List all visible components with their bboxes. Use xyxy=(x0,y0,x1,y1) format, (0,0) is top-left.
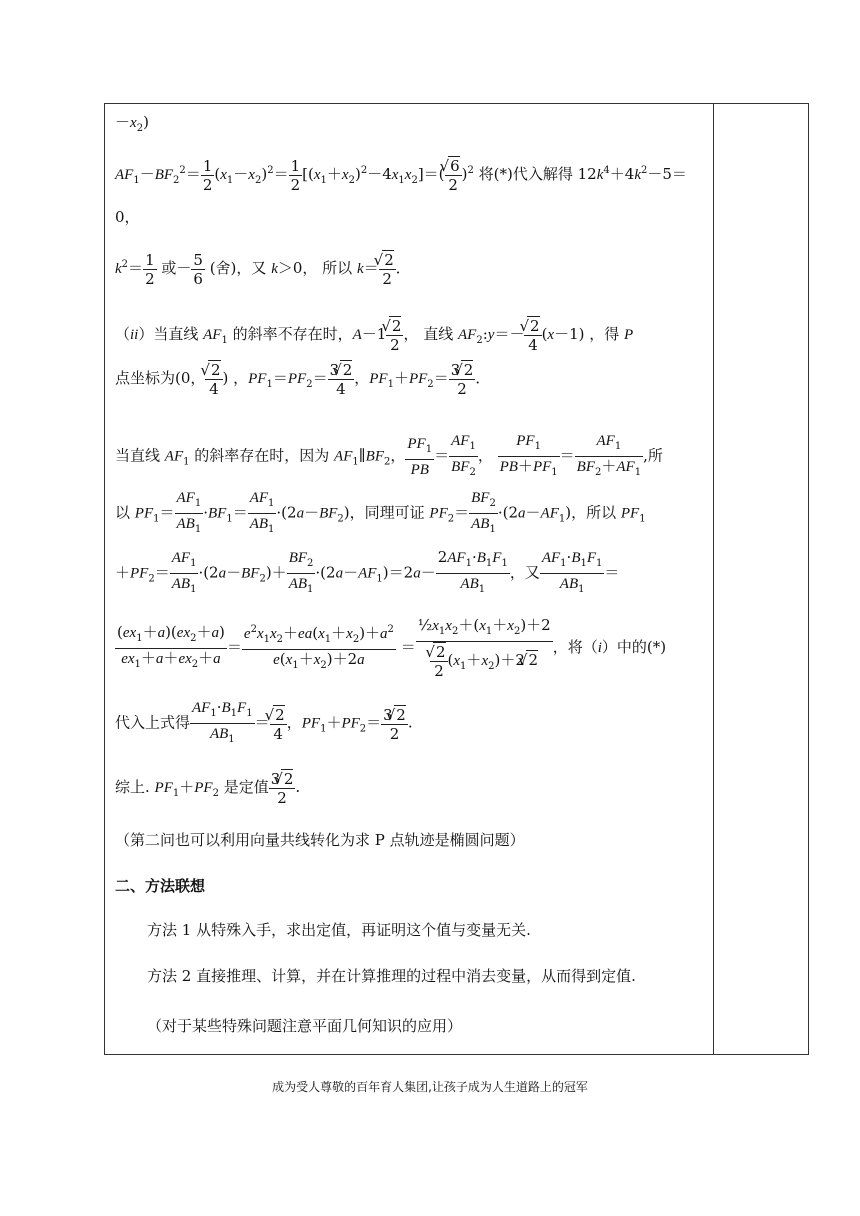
line-6: 当直线 $AF_1$ 的斜率存在时，因为 $AF_1\parallel BF_2$， $\frac{PF_1}{PB}$ ＝ $\frac{AF_1}{BF_2}$ ， $\frac{PF_1}{PB+PF_1}$ ＝ $\frac{AF_1}{BF_2+AF_1}$ ,所 xyxy=(115,433,663,478)
line-7: 以 $PF_1=$ $\frac{AF_1}{AB_1}$ $\cdot BF_1=$ $\frac{AF_1}{AB_1}$ $\cdot(2a-BF_2)$，同理可证 $PF_2=$ $\frac{BF_2}{AB_1}$ $\cdot(2a-AF_1)$，所以 $PF_1$ xyxy=(115,490,646,535)
method-1: 方法 1 从特殊入手，求出定值，再证明这个值与变量无关. xyxy=(147,921,531,939)
line-12: （第二问也可以利用向量共线转化为求 P 点轨迹是椭圆问题） xyxy=(115,831,525,849)
section-heading: 二、方法联想 xyxy=(115,877,206,895)
content-table xyxy=(104,103,809,1055)
line-9: $\frac{(ex_1+a)(ex_2+a)}{ex_1+a+ex_2+a}$ ＝ $\frac{e^2x_1x_2+ea(x_1+x_2)+a^2}{e(x_1+x_2)+2a}$ ＝ $\frac{1}{2}x_1x_2+(x_1+x_2)+2$ √ $\frac{2}{2}$ $(x_1+x_2)+2√$ 2 ，将（i）中的(*) xyxy=(115,616,705,680)
line-2: $AF_1-BF_2^2=$ $\frac{1}{2}$ $(x_1-x_2)^2=$ $\frac{1}{2}$ $[(x_1+x_2)^2-4x_1x_2]=$( √ $\frac{6}{2}$ )$^2$ 将(*)代入解得 $12k^4+4k^2-5=$ xyxy=(115,156,705,194)
line-5: 点坐标为(0， √ $\frac{2}{4}$ ) ，$PF_1=PF_2=$ $\frac{3√ 2}{4}$ ，$PF_1+PF_2=$ $\frac{3√ 2}{2}$ ． xyxy=(115,360,705,398)
page-footer: 成为受人尊敬的百年育人集团,让孩子成为人生道路上的冠军 xyxy=(272,1080,588,1094)
line-10: 代入上式得 $\frac{AF_1\cdot B_1F_1}{AB_1}$ ＝ √ $\frac{2}{4}$ ，$PF_1+PF_2=$ $\frac{3√ 2}{2}$ . xyxy=(115,698,705,749)
line-11: 综上. $PF_1+PF_2$ 是定值 $\frac{3√ 2}{2}$ . xyxy=(115,769,705,807)
line-3: $k^2=$ $\frac{1}{2}$ 或－ $\frac{5}{6}$ (舍)，又 k＞0， 所以 k＝ √ $\frac{2}{2}$ ． xyxy=(115,250,705,288)
method-note: （对于某些特殊问题注意平面几何知识的应用） xyxy=(147,1017,463,1035)
line-2b: 0， xyxy=(115,208,140,226)
line-4: （ii）当直线 $AF_1$ 的斜率不存在时，A－1 √ $\frac{2}{2}$ ， 直线 $AF_2:y=-$ √ $\frac{2}{4}$ (x－1) ，得 P xyxy=(115,316,705,354)
line-8: $+PF_2=$ $\frac{AF_1}{AB_1}$ $\cdot(2a-BF_2)+$ $\frac{BF_2}{AB_1}$ $\cdot(2a-AF_1)=2a-$ $\frac{2AF_1\cdot B_1F_1}{AB_1}$ ，又 $\frac{AF_1\cdot B_1F_1}{AB_1}$ ＝ xyxy=(115,548,620,595)
method-2: 方法 2 直接推理、计算，并在计算推理的过程中消去变量，从而得到定值. xyxy=(147,967,636,985)
line-1: $-x_2$) xyxy=(115,113,149,134)
table-divider xyxy=(713,104,714,1054)
